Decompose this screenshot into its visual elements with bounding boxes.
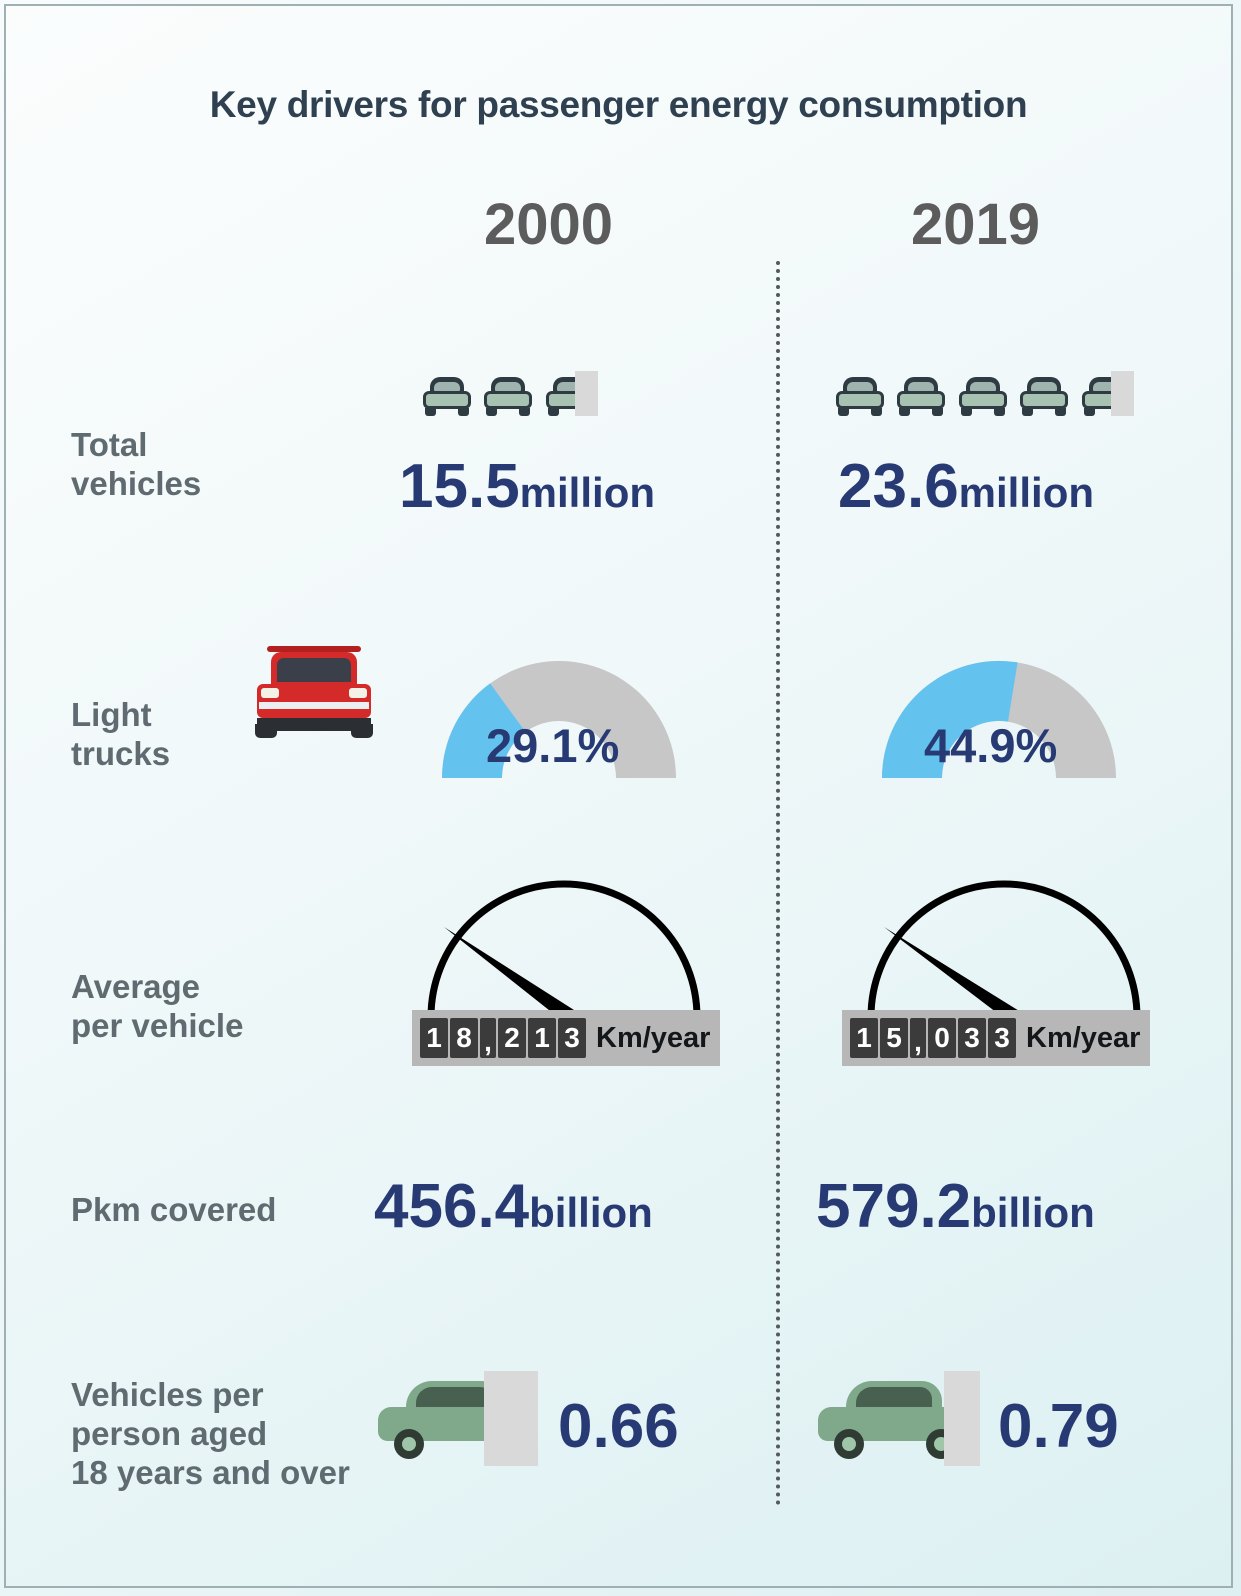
- odometer-digit: 1: [850, 1018, 878, 1058]
- value-total-vehicles-2000: [399, 451, 655, 522]
- value-pkm-2000: [374, 1171, 653, 1242]
- odometer-comma: ,: [910, 1018, 926, 1058]
- column-header-2000: 2000: [484, 192, 614, 257]
- odometer-digit: 1: [420, 1018, 448, 1058]
- value-vpp-2019: 0.79: [998, 1392, 1119, 1461]
- row-label-average-line2: per vehicle: [71, 1006, 244, 1044]
- value-unit: million: [519, 469, 656, 516]
- odometer-digit: 8: [450, 1018, 478, 1058]
- odometer-digit: 3: [958, 1018, 986, 1058]
- row-label-pkm-line1: Pkm covered: [71, 1191, 277, 1228]
- value-unit: billion: [529, 1189, 653, 1236]
- value-number: 15.5: [399, 452, 520, 521]
- value-unit: billion: [971, 1189, 1095, 1236]
- car-front-icon: [957, 371, 1009, 416]
- value-light-trucks-2019: 44.9%: [924, 719, 1058, 772]
- row-label-average-per-vehicle: [71, 968, 243, 1046]
- odometer-digit: 5: [880, 1018, 908, 1058]
- odometer-digit: 2: [498, 1018, 526, 1058]
- odometer-digit: 0: [928, 1018, 956, 1058]
- column-header-2019: 2019: [911, 192, 1041, 257]
- sedan-icon-2019: [818, 1371, 993, 1466]
- value-vpp-2000: 0.66: [558, 1392, 679, 1461]
- row-label-average-line1: Average: [71, 968, 201, 1005]
- row-label-vpp-line1: Vehicles per: [71, 1376, 264, 1413]
- row-label-vpp-line2: person aged: [71, 1414, 268, 1452]
- row-label-total-vehicles: [71, 426, 201, 504]
- suv-icon: [249, 636, 379, 746]
- odometer-unit: Km/year: [596, 1021, 711, 1054]
- value-number: 579.2: [816, 1172, 972, 1241]
- row-label-light-trucks: [71, 696, 170, 774]
- odometer-unit: Km/year: [1026, 1021, 1141, 1054]
- car-front-icon-partial: [544, 371, 596, 416]
- sedan-icon-2000: [378, 1371, 553, 1466]
- car-front-icon: [482, 371, 534, 416]
- car-icon-group-2000: [421, 371, 601, 416]
- infographic-frame: [4, 4, 1233, 1588]
- car-front-icon: [421, 371, 473, 416]
- odometer-digit: 1: [528, 1018, 556, 1058]
- row-label-vehicles-per-person: [71, 1376, 350, 1493]
- value-total-vehicles-2019: [838, 451, 1094, 522]
- value-number: 23.6: [838, 452, 959, 521]
- odometer-2019: [842, 1010, 1150, 1066]
- speedometer-gauge-2019: [849, 832, 1159, 1032]
- row-label-vpp-line3: 18 years and over: [71, 1453, 350, 1491]
- row-label-light-trucks-line1: Light: [71, 696, 152, 733]
- car-front-icon: [895, 371, 947, 416]
- odometer-digits-2000: [420, 1018, 588, 1058]
- odometer-digit: 3: [988, 1018, 1016, 1058]
- value-pkm-2019: [816, 1171, 1095, 1242]
- odometer-digits-2019: [850, 1018, 1018, 1058]
- odometer-comma: ,: [480, 1018, 496, 1058]
- value-light-trucks-2000: 29.1%: [486, 719, 620, 772]
- car-icon-group-2019: [834, 371, 1137, 416]
- row-label-total-vehicles-line1: Total: [71, 426, 148, 463]
- row-label-total-vehicles-line2: vehicles: [71, 464, 202, 502]
- page-title: Key drivers for passenger energy consumption: [209, 84, 1028, 125]
- car-front-icon: [834, 371, 886, 416]
- car-front-icon-partial: [1080, 371, 1132, 416]
- odometer-2000: [412, 1010, 720, 1066]
- row-label-pkm-covered: [71, 1191, 276, 1230]
- column-divider: [776, 261, 780, 1506]
- odometer-digit: 3: [558, 1018, 586, 1058]
- value-number: 456.4: [374, 1172, 530, 1241]
- value-unit: million: [958, 469, 1095, 516]
- row-label-light-trucks-line2: trucks: [71, 734, 171, 772]
- speedometer-gauge-2000: [409, 832, 719, 1032]
- car-front-icon: [1018, 371, 1070, 416]
